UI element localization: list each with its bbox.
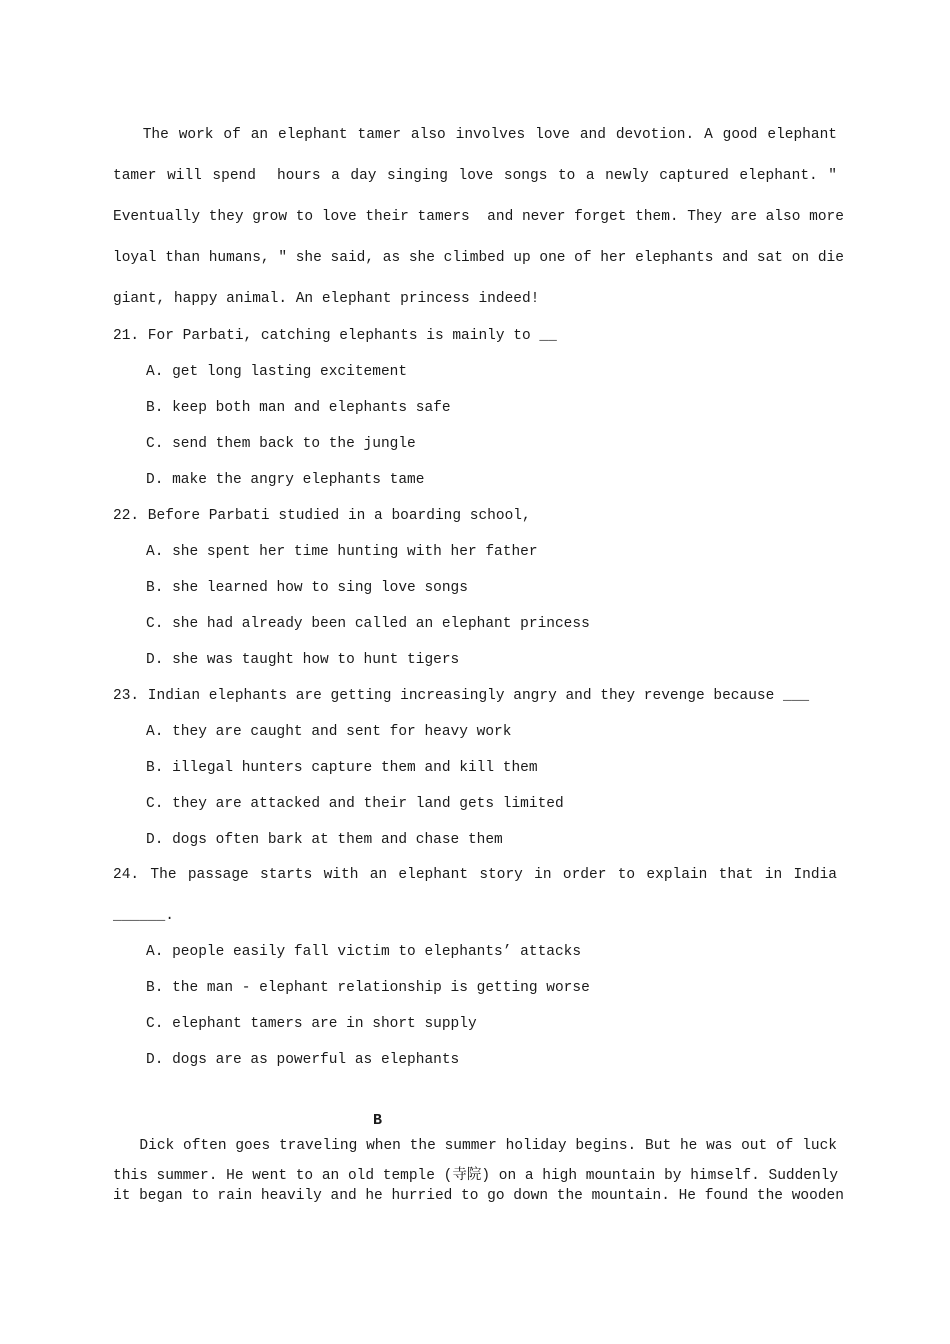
section-b-heading: B <box>373 1112 383 1129</box>
section-b-line-2: this summer. He went to an old temple (寺院) on a high mountain by himself. Suddenly <box>113 1168 839 1184</box>
question-21-stem: 21. For Parbati, catching elephants is mainly to __ <box>113 328 557 344</box>
question-21-option-d: D. make the angry elephants tame <box>146 472 425 488</box>
section-b-line-3: it began to rain heavily and he hurried to go down the mountain. He found the wooden <box>113 1188 844 1204</box>
passage-a-line-2: tamer will spend hours a day singing love songs to a newly captured elephant. ″ <box>113 168 837 184</box>
question-23-option-d: D. dogs often bark at them and chase them <box>146 832 503 848</box>
question-24-option-d: D. dogs are as powerful as elephants <box>146 1052 460 1068</box>
question-22-option-a: A. she spent her time hunting with her father <box>146 544 538 560</box>
question-23-option-a: A. they are caught and sent for heavy work <box>146 724 512 740</box>
question-21-option-c: C. send them back to the jungle <box>146 436 416 452</box>
section-b-line-1: Dick often goes traveling when the summer holiday begins. But he was out of luck <box>113 1138 837 1154</box>
question-22-stem: 22. Before Parbati studied in a boarding school, <box>113 508 531 524</box>
question-21-option-b: B. keep both man and elephants safe <box>146 400 451 416</box>
question-24-stem: 24. The passage starts with an elephant story in order to explain that in India <box>113 867 837 883</box>
passage-a-line-5: giant, happy animal. An elephant princess indeed! <box>113 291 540 307</box>
question-22-option-b: B. she learned how to sing love songs <box>146 580 468 596</box>
question-23-stem: 23. Indian elephants are getting increasingly angry and they revenge because ___ <box>113 688 810 704</box>
question-22-option-c: C. she had already been called an elephant princess <box>146 616 590 632</box>
question-23-option-c: C. they are attacked and their land gets limited <box>146 796 564 812</box>
question-22-option-d: D. she was taught how to hunt tigers <box>146 652 460 668</box>
passage-a-line-4: loyal than humans, ″ she said, as she climbed up one of her elephants and sat on die <box>113 250 844 266</box>
question-23-option-b: B. illegal hunters capture them and kill them <box>146 760 538 776</box>
question-24-option-b: B. the man - elephant relationship is getting worse <box>146 980 590 996</box>
question-21-option-a: A. get long lasting excitement <box>146 364 408 380</box>
passage-a-line-3: Eventually they grow to love their tamers and never forget them. They are also more <box>113 209 844 225</box>
question-24-stem-continuation: ______. <box>113 908 174 924</box>
question-24-option-a: A. people easily fall victim to elephants’ attacks <box>146 944 582 960</box>
question-24-option-c: C. elephant tamers are in short supply <box>146 1016 477 1032</box>
passage-a-line-1: The work of an elephant tamer also involves love and devotion. A good elephant <box>113 127 837 143</box>
